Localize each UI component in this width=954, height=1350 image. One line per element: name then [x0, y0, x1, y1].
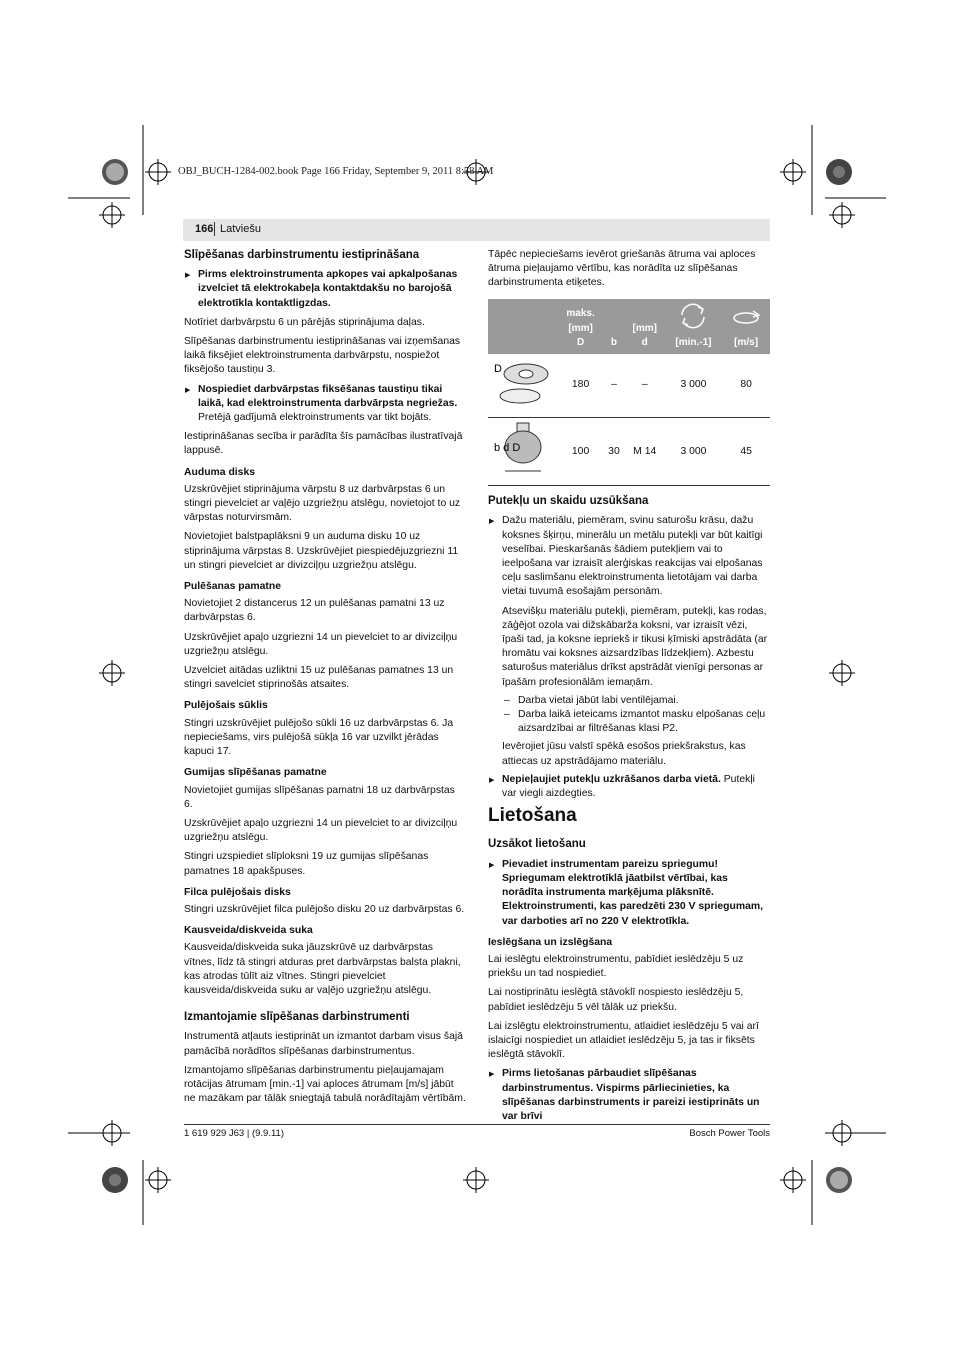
header-language: Latviešu	[220, 223, 261, 235]
warning-dust: ▶ Dažu materiālu, piemēram, svinu saturošu krāsu, dažu koksnes šķirņu, minerālu un metālu putekļi var būt kaitīgi veselībai. Pieskaršanās šādiem putekļiem vai to ieelpošana var izraisīt alerģiskas reakcijas vai elpošanas ceļu saslimšanu elektroinstrumenta lietotājam vai darba vietai tuvumā esošajām personām.	[488, 514, 770, 599]
footer-brand: Bosch Power Tools	[689, 1128, 770, 1139]
table-cell: 180	[558, 354, 603, 418]
book-imprint-line: OBJ_BUCH-1284-002.book Page 166 Friday, September 9, 2011 8:58 AM	[178, 166, 494, 177]
subheading-rubber-pad: Gumijas slīpēšanas pamatne	[184, 767, 327, 779]
paragraph: Izmantojamo slīpēšanas darbinstrumentu pieļaujamajam rotācijas ātrumam [min.-1] vai aploces ātrumam [m/s] jābūt ne mazākam par tālāk sniegtajā tabulā norādītajām vērtībām.	[184, 1064, 466, 1105]
paragraph: Stingri uzspiediet slīploksni 19 uz gumijas slīpēšanas pamatnes 18 apakšpuses.	[184, 851, 429, 877]
table-cell: M 14	[625, 418, 665, 486]
subheading-cloth-disc: Auduma disks	[184, 466, 256, 478]
paragraph: Notīriet darbvārpstu 6 un pārējās stiprinājuma daļas.	[184, 316, 425, 328]
table-header-cell: [min.-1]	[665, 299, 722, 354]
speed-spec-table	[488, 299, 770, 487]
table-row	[488, 354, 770, 418]
paragraph: Slīpēšanas darbinstrumentu iestiprināšanas vai izņemšanas laikā fiksējiet elektroinstrumenta darbvārpstu, nospiežot fiksējošo taustiņu 3.	[184, 336, 461, 376]
section-title-mounting: Slīpēšanas darbinstrumentu iestiprināšana	[184, 249, 420, 261]
subheading-polishing-pad: Pulēšanas pamatne	[184, 581, 282, 593]
page-footer	[184, 1124, 770, 1139]
warning-voltage: ▶ Pievadiet instrumentam pareizu spriegumu! Spriegumam elektrotīklā jāatbilst vērtībai, kas norādīta instrumenta marķējuma plāksnītē. Elektroinstrumenti, kas paredzēti 230 V spriegumam, var darboties arī no 220 V elektrotīkla.	[488, 858, 770, 929]
dash-item: – Darba vietai jābūt labi ventilējamai.	[488, 694, 770, 708]
peripheral-speed-icon	[731, 301, 761, 331]
table-header-cell: [mm] d	[625, 299, 665, 354]
paragraph: Novietojiet balstpaplāksni 9 un auduma disku 10 uz stiprinājuma vārpstas 8. Uzskrūvējiet piespiedējuzgriezni 11 un stingri pievelciet ar divizciļņu uzgriežņu atslēgu.	[184, 531, 459, 571]
section-title-startup: Uzsākot lietošanu	[488, 838, 586, 851]
paragraph: Lai izslēgtu elektroinstrumentu, atlaidiet ieslēdzēju 5 vai arī islaicīgi nospiediet un atlaidiet ieslēdzēju 5, ja tas ir fiksēts ieslēgtā stāvoklī.	[488, 1020, 759, 1061]
header-separator	[214, 222, 215, 236]
table-row	[488, 418, 770, 486]
table-header-cell: [m/s]	[722, 299, 770, 354]
disc-figure	[488, 354, 558, 418]
subheading-felt-disc: Filca pulējošais disks	[184, 886, 291, 898]
table-header-cell: b	[603, 299, 625, 354]
paragraph: Novietojiet gumijas slīpēšanas pamatni 18 uz darbvārpstas 6.	[184, 784, 455, 810]
paragraph: Ievērojiet jūsu valstī spēkā esošos priekšrakstus, kas attiecas uz apstrādājamo materiālu.	[502, 741, 746, 767]
paragraph: Kausveida/diskveida suka jāuzskrūvē uz darbvārpstas vītnes, līdz tā stingri atduras pret darbvārpstas balsta plakni, kas atrodas tūlīt aiz vītnes. Stingri pievelciet kausveida/diskveida suku ar vaļējo uzgriežņu atslēgu.	[184, 942, 461, 996]
paragraph: Instrumentā atļauts iestiprināt un izmantot darbam visus šajā pamācībā norādītos slīpēšanas darbinstrumentus.	[184, 1031, 463, 1057]
dash-item: – Darba laikā ieteicams izmantot masku elpošanas ceļu aizsardzībai ar filtrēšanas klasi P2.	[488, 708, 770, 736]
table-cell: 3 000	[665, 354, 722, 418]
brush-figure	[488, 418, 558, 486]
paragraph: Stingri uzskrūvējiet filca pulējošo disku 20 uz darbvārpstas 6.	[184, 903, 465, 915]
paragraph: Tāpēc nepieciešams ievērot griešanās ātruma vai aploces ātruma pieļaujamo vērtību, kas norādīta uz slīpēšanas darbinstrumenta etiķetes.	[488, 249, 756, 289]
table-cell: 3 000	[665, 418, 722, 486]
chapter-title-operation: Lietošana	[488, 805, 577, 827]
paragraph: Novietojiet 2 distancerus 12 un pulēšanas pamatni 13 uz darbvārpstas 6.	[184, 598, 445, 624]
left-column	[184, 248, 466, 1111]
paragraph: Uzskrūvējiet apaļo uzgriezni 14 un pievelciet to ar divizciļņu uzgriežņu atslēgu.	[184, 817, 458, 844]
paragraph: Lai nostiprinātu ieslēgtā stāvoklī nospiesto ieslēdzēju 5, pabīdiet ieslēdzēju 5 vēl tālāk uz priekšu.	[488, 987, 744, 1013]
paragraph: Uzvelciet aitādas uzliktni 15 uz pulēšanas pamatnes 13 un stingri savelciet stiprinošās atsaites.	[184, 665, 454, 691]
warning-dust-accumulation: ▶ Nepieļaujiet putekļu uzkrāšanos darba vietā. Putekļi var viegli aizdegties.	[488, 773, 770, 801]
warning-check-tools: ▶ Pirms lietošanas pārbaudiet slīpēšanas darbinstrumentus. Vispirms pārliecinieties, ka slīpēšanas darbinstruments ir pareizi iestiprināts un var brīvi	[488, 1067, 770, 1124]
table-cell: 80	[722, 354, 770, 418]
paragraph: Uzskrūvējiet apaļo uzgriezni 14 un pievelciet to ar divizciļņu uzgriežņu atslēgu.	[184, 631, 458, 657]
paragraph: Uzskrūvējiet stiprinājuma vārpstu 8 uz darbvārpstas 6 un stingri pievelciet ar vaļējo uzgriežņu atslēgu, novietojot to uz vārpstas noturvirsmām.	[184, 483, 461, 524]
page-header	[183, 219, 770, 241]
page-number: 166	[195, 223, 214, 235]
section-title-usable-tools: Izmantojamie slīpēšanas darbinstrumenti	[184, 1011, 410, 1024]
table-cell: 30	[603, 418, 625, 486]
paragraph: Lai ieslēgtu elektroinstrumentu, pabīdiet ieslēdzēju 5 uz priekšu un tad nospiediet.	[488, 953, 744, 980]
subheading-sponge: Pulējošais sūklis	[184, 700, 268, 712]
subheading-cup-brush: Kausveida/diskveida suka	[184, 925, 313, 937]
rotation-speed-icon	[676, 301, 710, 331]
paragraph: Stingri uzskrūvējiet pulējošo sūkli 16 uz darbvārpstas 6. Ja nepieciešams, virs pulējošā sūkļa 16 var uzvilkt jērādas kapuci 17.	[184, 717, 454, 758]
table-cell: 100	[558, 418, 603, 486]
table-cell: 45	[722, 418, 770, 486]
footer-doc-number: 1 619 929 J63 | (9.9.11)	[184, 1128, 285, 1139]
warning-lock-button: ▶ Nospiediet darbvārpstas fiksēšanas taustiņu tikai laikā, kad elektroinstrumenta darbvārpsta negriežas. Pretējā gadījumā elektroinstruments var tikt bojāts.	[184, 383, 466, 426]
paragraph: Iestiprināšanas secība ir parādīta šīs pamācības ilustratīvajā lappusē.	[184, 431, 463, 457]
subheading-switching: Ieslēgšana un izslēgšana	[488, 936, 613, 948]
section-title-dust-extraction: Putekļu un skaidu uzsūkšana	[488, 495, 649, 508]
table-cell: –	[625, 354, 665, 418]
right-column	[488, 248, 770, 1129]
table-header-cell: maks. [mm] D	[558, 299, 603, 354]
svg-text:D: D	[494, 362, 502, 375]
paragraph: Atsevišķu materiālu putekļi, piemēram, putekļi, kas rodas, zāģējot ozola vai dižskābarža koksni, var izraisīt vēzi, īpaši tad, ja koksne iepriekš ir tikusi ķīmiski apstrādāta (ar hromātu vai koksnes aizsardzības līdzekļiem). Azbestu saturošus materiālus drīkst apstrādāt vienīgi personas ar īpašām profesionālām iemaņām.	[502, 605, 768, 688]
warning-unplug: ▶ Pirms elektroinstrumenta apkopes vai apkalpošanas izvelciet tā elektrokabeļa kontaktdakšu no barojošā elektrotīkla kontaktligzdas.	[184, 268, 466, 311]
table-cell: –	[603, 354, 625, 418]
svg-text:b d D: b d D	[494, 442, 521, 455]
table-header-cell	[488, 299, 558, 354]
